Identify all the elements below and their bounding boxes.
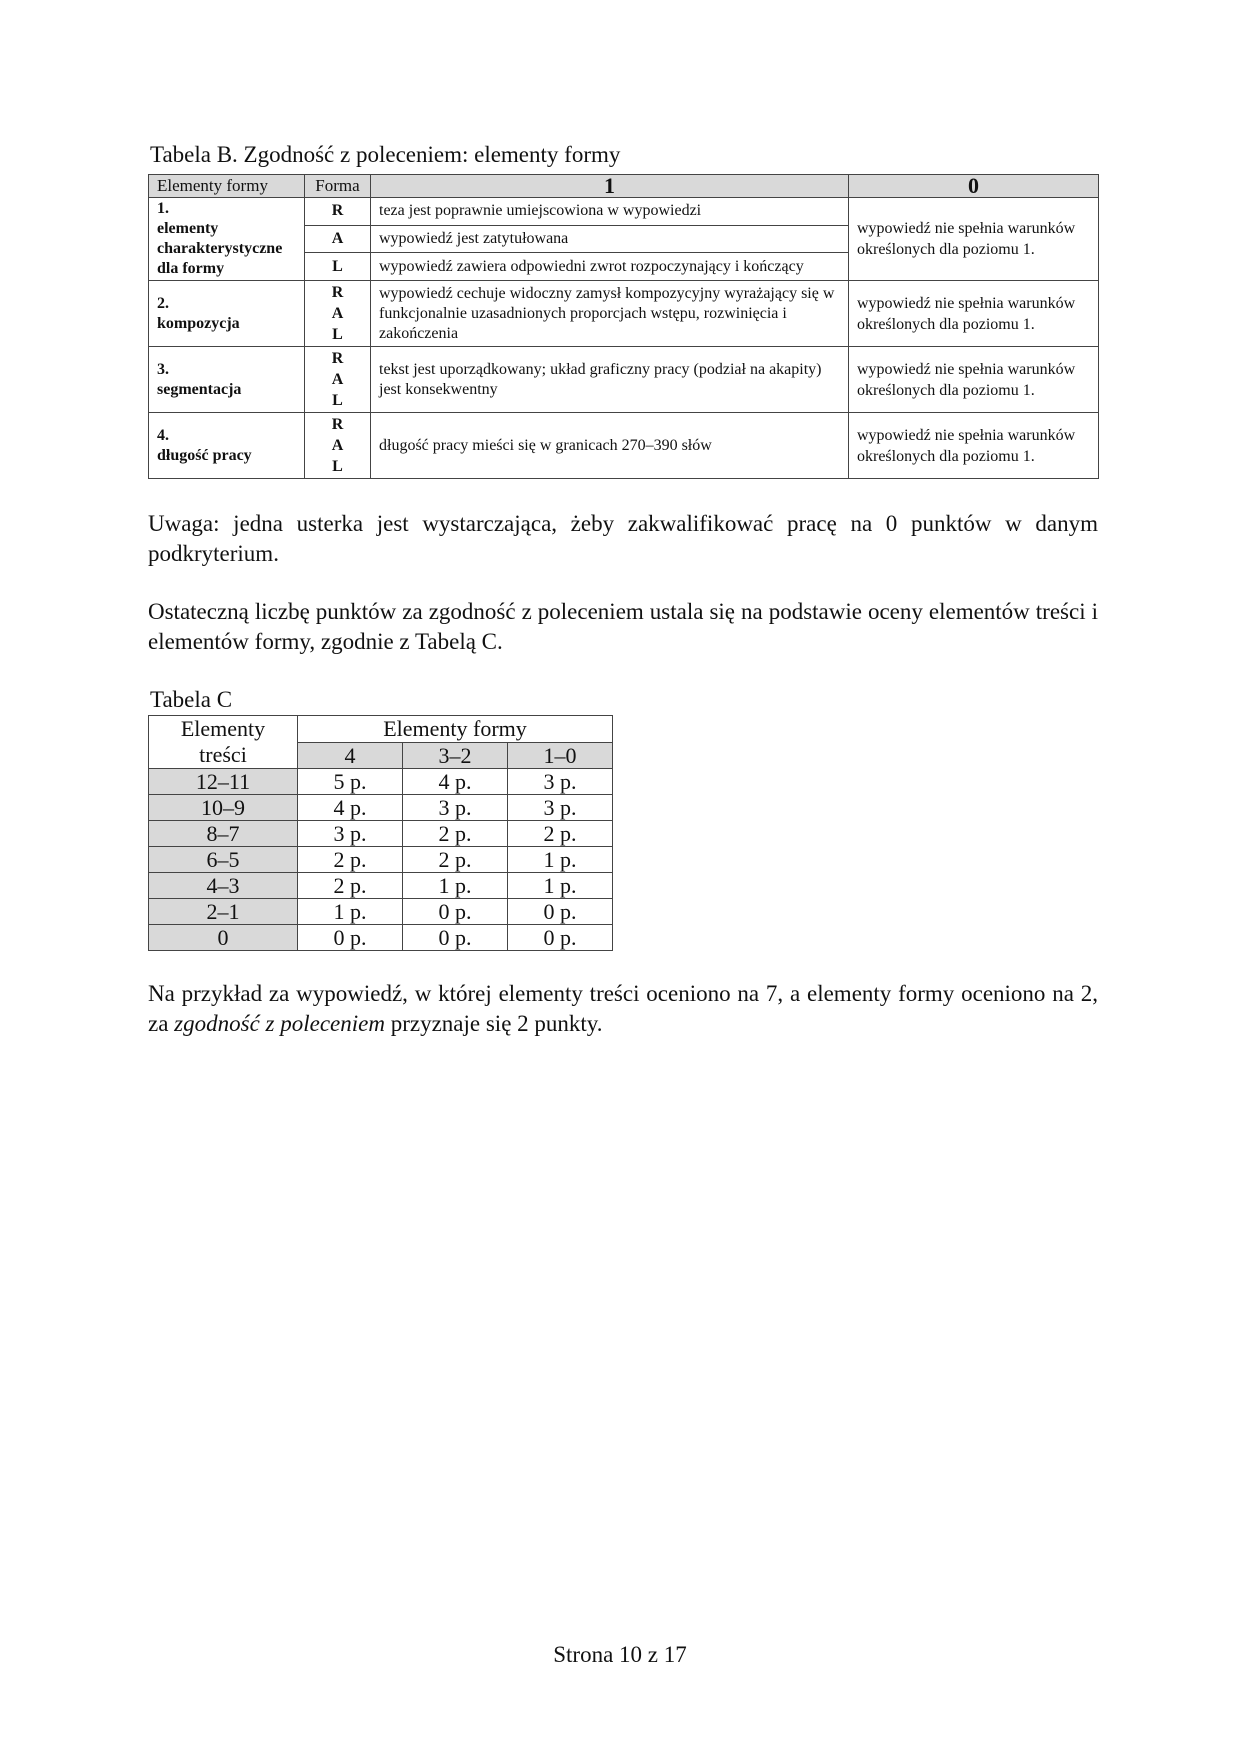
example-emphasis: zgodność z poleceniem xyxy=(174,1011,385,1036)
table-c-caption: Tabela C xyxy=(150,687,233,712)
table-row xyxy=(149,413,1099,479)
table-row xyxy=(149,847,613,873)
note-paragraph: Uwaga: jedna usterka jest wystarczająca, żeby zakwalifikować pracę na 0 punktów w danym podkryterium. xyxy=(148,511,1098,566)
table-row xyxy=(149,873,613,899)
col-header: 3–2 xyxy=(403,742,508,769)
table-b-header xyxy=(149,175,1099,198)
table-c xyxy=(148,715,613,951)
table-cell: 5 p. xyxy=(298,769,403,795)
table-cell: 0 p. xyxy=(508,899,613,925)
table-cell: 2 p. xyxy=(403,821,508,847)
forma-letter: L xyxy=(332,326,343,343)
col-header: 4 xyxy=(298,742,403,769)
table-row xyxy=(149,347,1099,413)
table-cell: 3 p. xyxy=(508,795,613,821)
table-row xyxy=(149,821,613,847)
category-label: kompozycja xyxy=(157,314,240,332)
category-number: 3. xyxy=(157,360,169,378)
criterion-cell: długość pracy mieści się w granicach 270–390 słów xyxy=(371,413,849,479)
page-content xyxy=(148,140,1098,1039)
category-cell xyxy=(149,347,305,413)
table-cell: 3 p. xyxy=(403,795,508,821)
table-cell: 0 p. xyxy=(403,899,508,925)
row-label: 12–11 xyxy=(149,769,298,795)
forma-cell xyxy=(305,413,371,479)
forma-letter: R xyxy=(331,416,344,433)
header-elementy-formy: Elementy formy xyxy=(149,175,305,198)
example-paragraph xyxy=(148,979,1098,1039)
table-cell: 2 p. xyxy=(403,847,508,873)
category-label: charakterystyczne xyxy=(157,240,283,257)
col-header: 1–0 xyxy=(508,742,613,769)
table-b-caption: Tabela B. Zgodność z poleceniem: elementy formy xyxy=(150,142,621,167)
forma-letter: L xyxy=(332,392,343,409)
table-cell: 0 p. xyxy=(298,925,403,951)
row-label: 10–9 xyxy=(149,795,298,821)
forma-letter: R xyxy=(331,350,344,367)
col-header-elementy-formy: Elementy formy xyxy=(298,716,613,743)
category-cell xyxy=(149,281,305,347)
page-footer: Strona 10 z 17 xyxy=(553,1642,687,1667)
table-b xyxy=(148,174,1099,479)
forma-cell xyxy=(305,347,371,413)
row-header-elementy-tresci: Elementy treści xyxy=(149,716,298,769)
forma-letter: A xyxy=(331,437,344,454)
forma-letter: A xyxy=(331,305,344,322)
header-score-1: 1 xyxy=(371,175,849,198)
zero-cell: wypowiedź nie spełnia warunków określonych dla poziomu 1. xyxy=(849,281,1099,347)
table-cell: 2 p. xyxy=(298,847,403,873)
table-row xyxy=(149,925,613,951)
zero-cell: wypowiedź nie spełnia warunków określonych dla poziomu 1. xyxy=(849,347,1099,413)
criterion-cell: teza jest poprawnie umiejscowiona w wypowiedzi xyxy=(371,198,849,226)
table-row xyxy=(149,198,1099,226)
category-number: 2. xyxy=(157,294,169,312)
table-cell: 0 p. xyxy=(508,925,613,951)
table-cell: 4 p. xyxy=(298,795,403,821)
table-cell: 1 p. xyxy=(403,873,508,899)
table-cell: 2 p. xyxy=(298,873,403,899)
table-row xyxy=(149,281,1099,347)
forma-cell: L xyxy=(305,253,371,281)
table-cell: 0 p. xyxy=(403,925,508,951)
category-label: segmentacja xyxy=(157,380,242,398)
forma-cell xyxy=(305,281,371,347)
header-forma: Forma xyxy=(305,175,371,198)
category-label: dla formy xyxy=(157,260,225,277)
criterion-cell: wypowiedź zawiera odpowiedni zwrot rozpoczynający i kończący xyxy=(371,253,849,281)
zero-cell: wypowiedź nie spełnia warunków określonych dla poziomu 1. xyxy=(849,198,1099,281)
zero-cell: wypowiedź nie spełnia warunków określonych dla poziomu 1. xyxy=(849,413,1099,479)
table-cell: 2 p. xyxy=(508,821,613,847)
summary-paragraph: Ostateczną liczbę punktów za zgodność z poleceniem ustala się na podstawie oceny elementów treści i elementów formy, zgodnie z Tabelą C. xyxy=(148,599,1098,654)
category-label: długość pracy xyxy=(157,446,252,464)
forma-letter: R xyxy=(331,284,344,301)
table-cell: 3 p. xyxy=(298,821,403,847)
table-row xyxy=(149,899,613,925)
category-label: elementy xyxy=(157,220,219,237)
table-row xyxy=(149,769,613,795)
table-cell: 1 p. xyxy=(298,899,403,925)
table-cell: 1 p. xyxy=(508,873,613,899)
row-label: 8–7 xyxy=(149,821,298,847)
category-number: 4. xyxy=(157,426,169,444)
criterion-cell: tekst jest uporządkowany; układ graficzny pracy (podział na akapity) jest konsekwentny xyxy=(371,347,849,413)
table-c-header xyxy=(149,716,613,743)
table-cell: 3 p. xyxy=(508,769,613,795)
forma-letter: A xyxy=(331,371,344,388)
forma-cell: A xyxy=(305,225,371,253)
example-text-end: przyznaje się 2 punkty. xyxy=(384,1011,603,1036)
category-cell xyxy=(149,413,305,479)
row-label: 0 xyxy=(149,925,298,951)
row-label: 6–5 xyxy=(149,847,298,873)
criterion-cell: wypowiedź jest zatytułowana xyxy=(371,225,849,253)
example-text: Na przykład za wypowiedź, w której elementy treści oceniono na 7, a elementy formy oceniono na 2, za xyxy=(148,981,1098,1036)
table-cell: 1 p. xyxy=(508,847,613,873)
criterion-cell: wypowiedź cechuje widoczny zamysł kompozycyjny wyrażający się w funkcjonalnie uzasadnionych proporcjach wstępu, rozwinięcia i zakończenia xyxy=(371,281,849,347)
row-label: 2–1 xyxy=(149,899,298,925)
table-cell: 4 p. xyxy=(403,769,508,795)
category-number: 1. xyxy=(157,200,169,217)
forma-cell: R xyxy=(305,198,371,226)
header-score-0: 0 xyxy=(849,175,1099,198)
table-row xyxy=(149,795,613,821)
category-cell xyxy=(149,198,305,281)
row-label: 4–3 xyxy=(149,873,298,899)
forma-letter: L xyxy=(332,458,343,475)
